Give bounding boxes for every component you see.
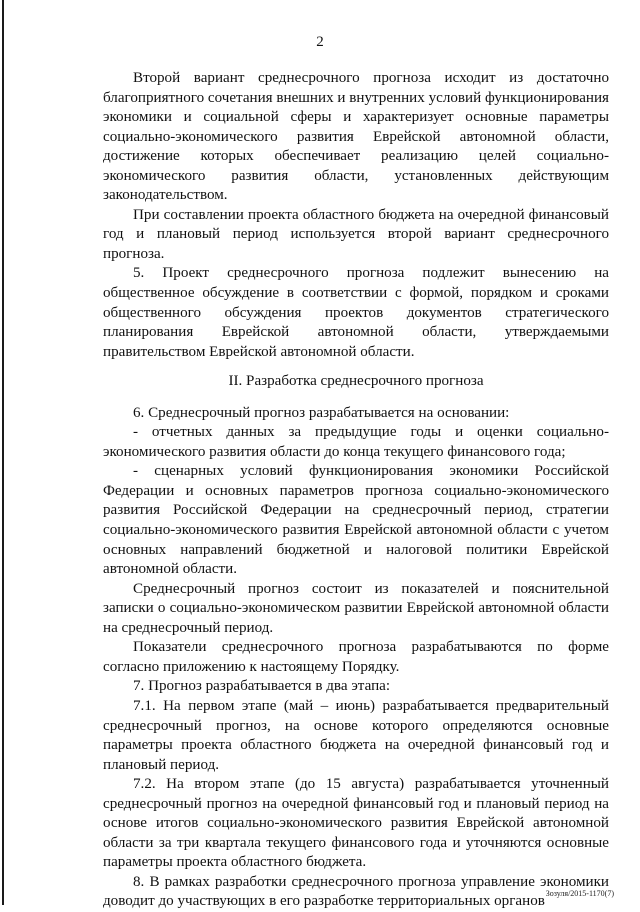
page-number: 2 xyxy=(316,34,324,50)
paragraph-budget-variant: При составлении проекта областного бюджета на очередной финансовый год и плановый период используется второй вариант среднесрочного прогноза. xyxy=(103,206,609,262)
paragraph-item-6: 6. Среднесрочный прогноз разрабатывается на основании: xyxy=(133,404,510,421)
paragraph-item-7: 7. Прогноз разрабатывается в два этапа: xyxy=(133,678,391,695)
paragraph-indicators: Показатели среднесрочного прогноза разрабатываются по форме согласно приложению к настоящему Порядку. xyxy=(103,639,609,675)
paragraph-item-7-2: 7.2. На втором этапе (до 15 августа) разрабатывается уточненный среднесрочный прогноз на очередной финансовый год и плановый период на основе итогов социально-экономического развития Еврейской автономной области за три квартала текущего финансового года и уточняются основные параметры проекта областного бюджета. xyxy=(103,776,609,871)
footer-document-code: Зозуля/2015-1170(7) xyxy=(545,889,614,898)
paragraph-item-5: 5. Проект среднесрочного прогноза подлежит вынесению на общественное обсуждение в соответствии с формой, порядком и сроками общественного обсуждения проектов документов стратегического планирования Еврейской автономной области, утверждаемыми правительством Еврейской автономной области. xyxy=(103,265,609,360)
paragraph-item-8: 8. В рамках разработки среднесрочного прогноза управление экономики доводит до участвующих в его разработке территориальных органов xyxy=(103,873,609,910)
section-title: II. Разработка среднесрочного прогноза xyxy=(228,373,484,390)
paragraph-bullet-scenarios: - сценарных условий функционирования экономики Российской Федерации и основных параметров прогноза социально-экономического развития Российской Федерации на среднесрочный период, стратегии социально-экономического развития Еврейской автономной области с учетом основных направлений бюджетной и налоговой политики Еврейской автономной области. xyxy=(103,463,609,578)
paragraph-forecast-composition: Среднесрочный прогноз состоит из показателей и пояснительной записки о социально-экономическом развитии Еврейской автономной области на среднесрочный период. xyxy=(103,580,609,636)
paragraph-item-7-1: 7.1. На первом этапе (май – июнь) разрабатывается предварительный среднесрочный прогноз, на основе которого определяются основные параметры проекта областного бюджета на очередной финансовый год и плановый период. xyxy=(103,697,609,773)
paragraph-bullet-reports: - отчетных данных за предыдущие годы и оценки социально-экономического развития области до конца текущего финансового года; xyxy=(103,424,609,460)
document-body xyxy=(103,69,609,912)
paragraph-variant-two: Второй вариант среднесрочного прогноза исходит из достаточно благоприятного сочетания внешних и внутренних условий функционирования экономики и социальной сферы и характеризует основные параметры социально-экономического развития Еврейской автономной области, достижение которых обеспечивает реализацию целей социально-экономического развития области, установленных действующим законодательством. xyxy=(103,70,609,204)
scan-edge-line xyxy=(2,0,4,905)
